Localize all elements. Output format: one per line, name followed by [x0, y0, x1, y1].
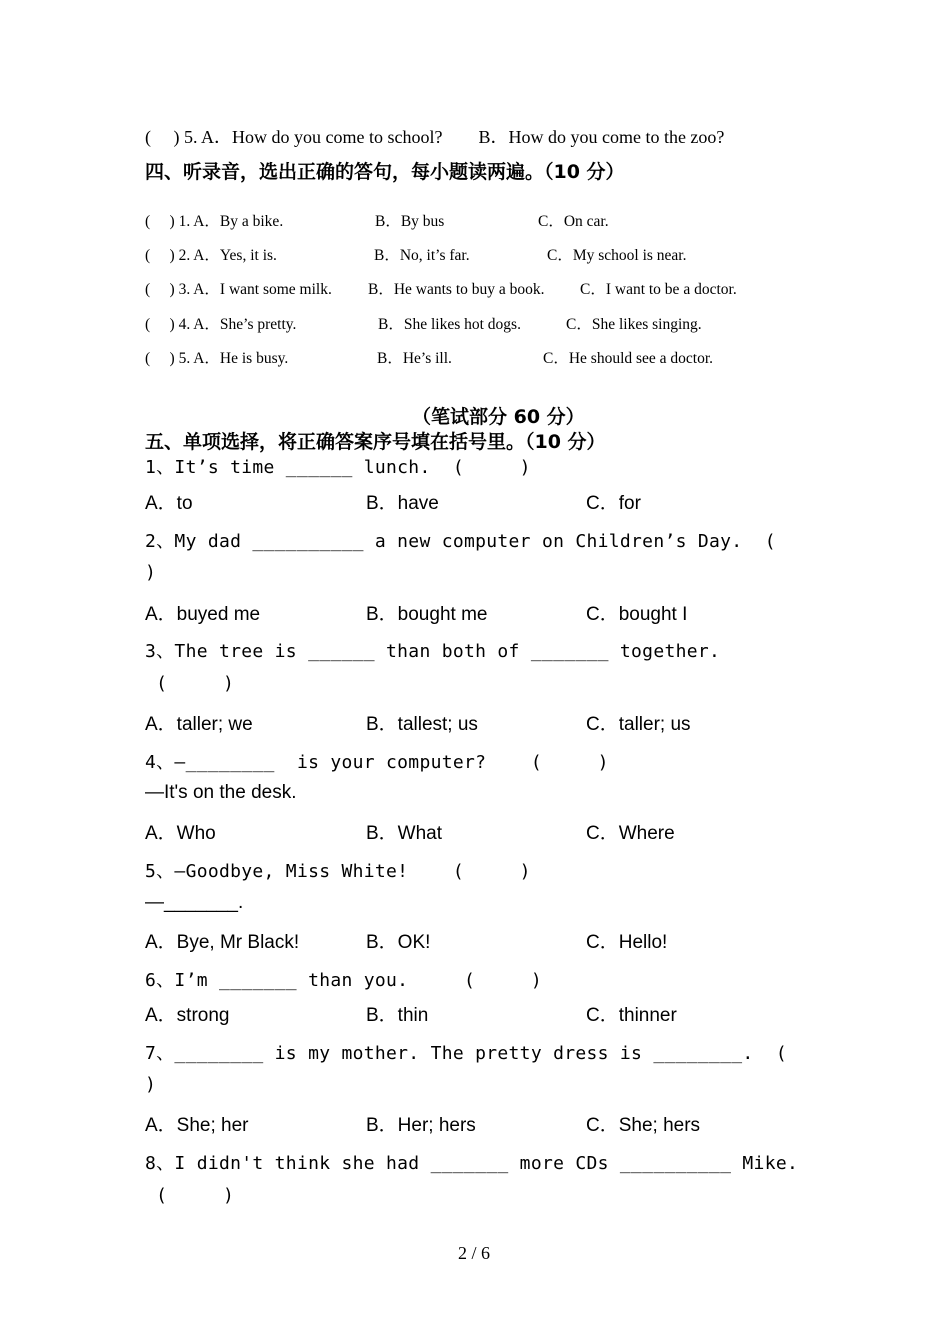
- s4-item1-b: B．By bus: [375, 213, 445, 230]
- q6-option-b: B．thin: [366, 1005, 429, 1026]
- s4-item4-b: B．She likes hot dogs.: [378, 316, 521, 333]
- q1-option-a: A．to: [145, 493, 193, 514]
- q6-stem: 6、I’m _______ than you. ( ): [145, 970, 542, 991]
- q3-option-c: C．taller; us: [586, 714, 691, 735]
- s4-item4-c: C．She likes singing.: [566, 316, 702, 333]
- s4-item5-a: ( ) 5. A．He is busy.: [145, 350, 289, 367]
- s4-item1-c: C．On car.: [538, 213, 609, 230]
- q8-stem: 8、I didn't think she had _______ more CDs __________ Mike.: [145, 1153, 799, 1174]
- section4-title: 四、听录音，选出正确的答句，每小题读两遍。（10 分）: [145, 161, 625, 183]
- q6-option-c: C．thinner: [586, 1005, 677, 1026]
- s4-item5-c: C．He should see a doctor.: [543, 350, 714, 367]
- q7-stem: 7、________ is my mother. The pretty dress is ________. (: [145, 1043, 787, 1064]
- q2-stem: 2、My dad __________ a new computer on Children’s Day. (: [145, 531, 776, 552]
- q4-stem-cont: —It's on the desk.: [145, 782, 297, 803]
- s4-item4-a: ( ) 4. A．She’s pretty.: [145, 316, 297, 333]
- q7-option-a: A．She; her: [145, 1115, 249, 1136]
- q4-stem: 4、—________ is your computer? ( ): [145, 752, 609, 773]
- q3-stem-cont: ( ): [145, 673, 235, 694]
- q4-option-c: C．Where: [586, 823, 675, 844]
- s4-item2-c: C．My school is near.: [547, 247, 687, 264]
- q5-option-b: B．OK!: [366, 932, 431, 953]
- s4-item2-a: ( ) 2. A．Yes, it is.: [145, 247, 277, 264]
- q5-option-a: A．Bye, Mr Black!: [145, 932, 300, 953]
- q3-option-a: A．taller; we: [145, 714, 253, 735]
- s4-item3-a: ( ) 3. A．I want some milk.: [145, 281, 332, 298]
- section5-title: 五、单项选择，将正确答案序号填在括号里。（10 分）: [145, 431, 606, 453]
- q2-option-b: B．bought me: [366, 604, 488, 625]
- q7-option-c: C．She; hers: [586, 1115, 701, 1136]
- s4-item1-a: ( ) 1. A．By a bike.: [145, 213, 284, 230]
- q5-stem-cont: —_______.: [145, 892, 244, 913]
- q4-option-b: B．What: [366, 823, 443, 844]
- q1-stem: 1、It’s time ______ lunch. ( ): [145, 457, 531, 478]
- q5-stem: 5、—Goodbye, Miss White! ( ): [145, 861, 531, 882]
- s4-item5-b: B．He’s ill.: [377, 350, 452, 367]
- s4-item2-b: B．No, it’s far.: [374, 247, 470, 264]
- q2-option-a: A．buyed me: [145, 604, 261, 625]
- q3-stem: 3、The tree is ______ than both of _______ together.: [145, 641, 721, 662]
- page-number: 2 / 6: [458, 1243, 491, 1263]
- q7-stem-cont: ): [145, 1074, 157, 1095]
- q1-option-c: C．for: [586, 493, 641, 514]
- written-part-title: （笔试部分 60 分）: [412, 406, 585, 428]
- q7-option-b: B．Her; hers: [366, 1115, 476, 1136]
- q2-option-c: C．bought I: [586, 604, 688, 625]
- q3-option-b: B．tallest; us: [366, 714, 478, 735]
- q1-option-b: B．have: [366, 493, 439, 514]
- q4-option-a: A．Who: [145, 823, 216, 844]
- q2-stem-cont: ): [145, 562, 157, 583]
- s4-item3-b: B．He wants to buy a book.: [368, 281, 545, 298]
- q6-option-a: A．strong: [145, 1005, 230, 1026]
- q8-stem-cont: ( ): [145, 1185, 235, 1206]
- q5-option-c: C．Hello!: [586, 932, 668, 953]
- s4-item3-c: C．I want to be a doctor.: [580, 281, 737, 298]
- listening-item-top: ( ) 5. A．How do you come to school? B．How do you come to the zoo?: [145, 127, 725, 147]
